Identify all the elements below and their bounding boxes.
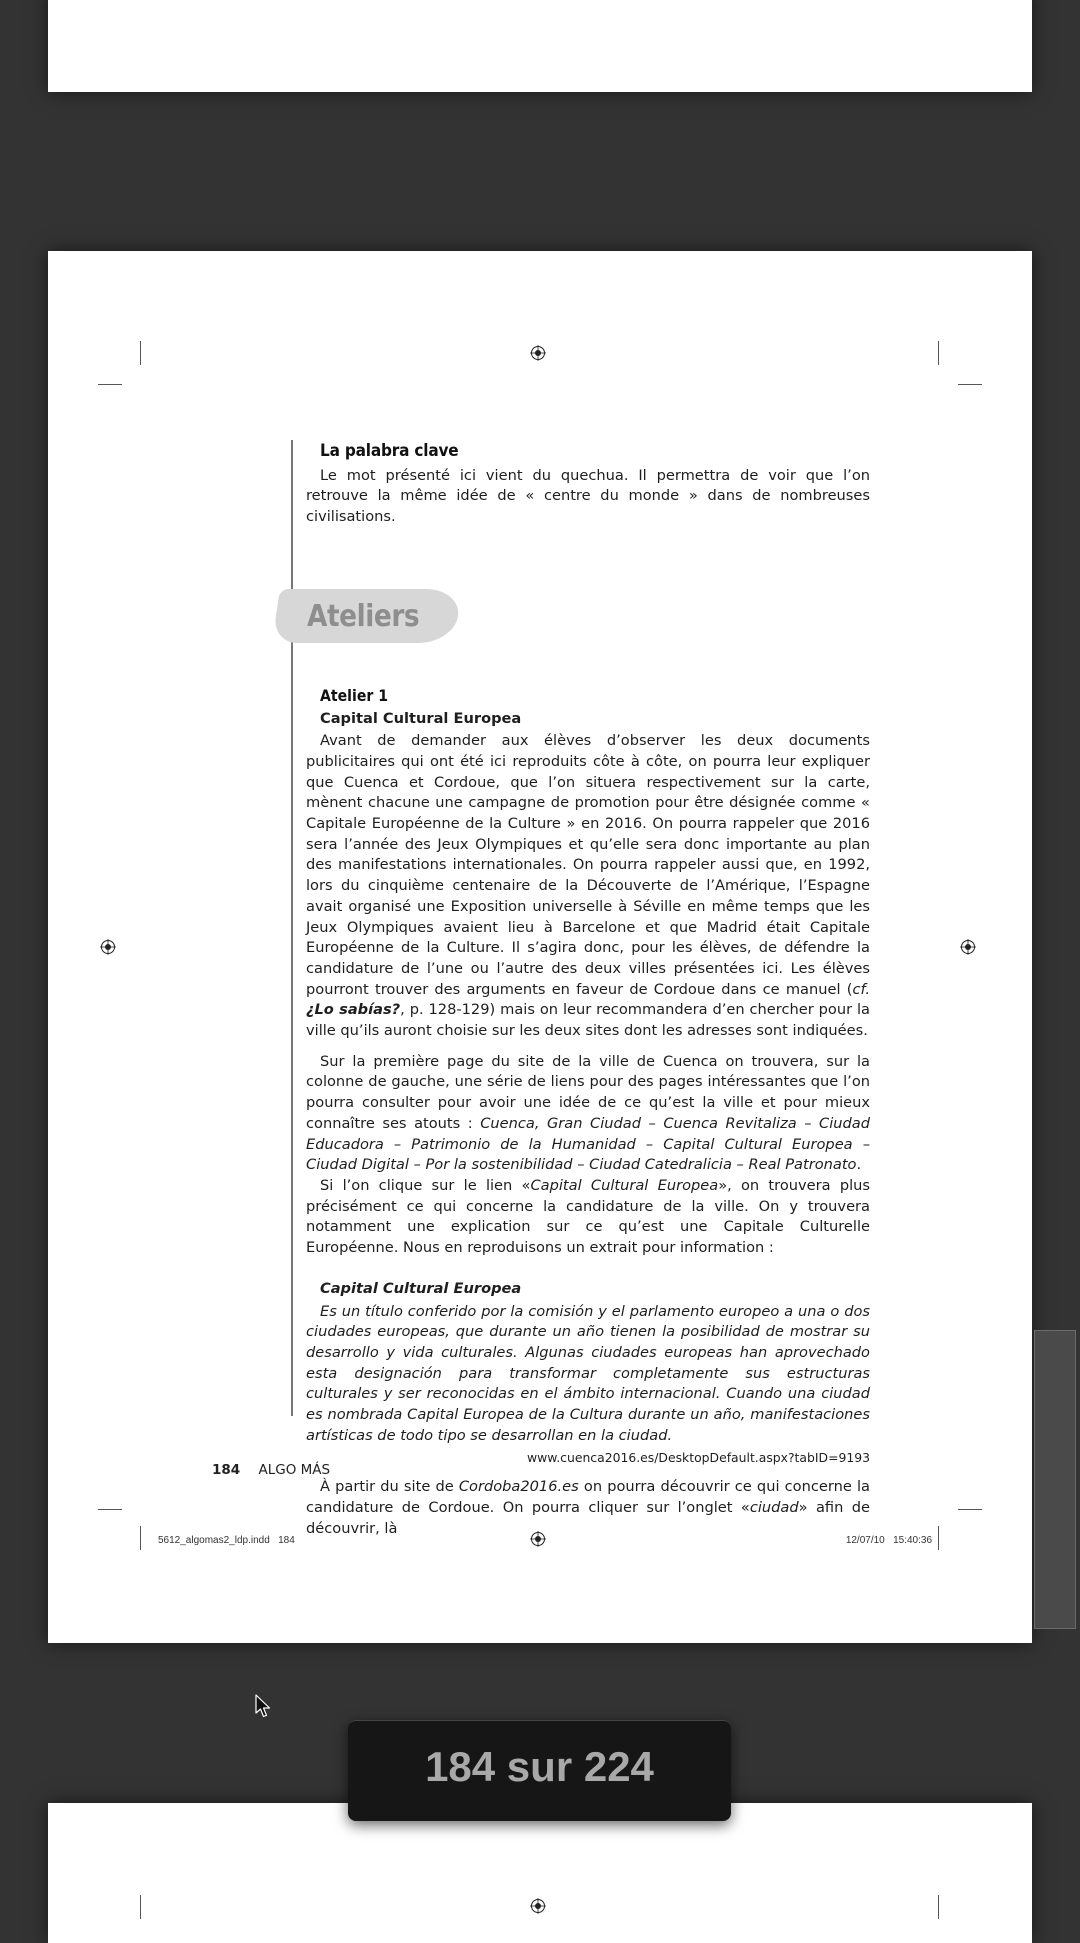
text-links: Cuenca, Gran Ciudad – Cuenca Revitaliza – Ciudad Educadora – Patrimonio de la Humanidad – Capital Cultural Europea – Ciudad Digital – Por la sostenibilidad – Ciudad Catedralicia – Real Patronato — [306, 1114, 870, 1174]
crop-mark — [938, 1895, 939, 1919]
text: » afin de découvrir, là — [306, 1498, 870, 1537]
previous-page — [48, 0, 1032, 92]
text: , p. 128-129) mais on leur recommandera d’en chercher pour la ville qu’ils auront choisie sur les deux sites dont les adresses sont indiquées. — [306, 1001, 870, 1040]
slug-date — [846, 1535, 932, 1546]
crop-mark — [140, 1895, 141, 1919]
quote-source: www.cuenca2016.es/DesktopDefault.aspx?tabID=9193 — [526, 1450, 870, 1466]
crop-mark — [958, 1509, 982, 1510]
document-page — [48, 251, 1032, 1643]
paragraph — [306, 1052, 870, 1176]
registration-mark-icon — [100, 939, 116, 955]
spacer — [306, 1259, 870, 1279]
page-indicator-overlay — [348, 1720, 731, 1821]
section-heading-palabra: La palabra clave — [320, 441, 459, 461]
registration-mark-icon — [530, 1898, 546, 1914]
text: Sur la première page du site de la ville de Cuenca on trouvera, sur la colonne de gauche, une série de liens pour des pages intéressantes que l’on pourra consulter pour avoir une idée de ce qu’est la ville et pour mieux connaître ses atouts : — [306, 1052, 870, 1132]
quote-text: Es un título conferido por la comisión y el parlamento europeo a una o dos ciudades europeas, que durante un año tienen la posibilidad de mostrar su desarrollo y vida culturales. Algunas ciudades europeas han aprovechado esta designación para transformar completamente sus estructuras culturales y ser reconocidas en el ámbito internacional. Cuando una ciudad es nombrada Capital Europea de la Cultura durante un año, manifestaciones artísticas de todo tipo se desarrollan en la ciudad. — [306, 1302, 870, 1444]
slug-file-text: 5612_algomas2_ldp.indd 184 — [158, 1535, 295, 1546]
crop-mark — [958, 384, 982, 385]
paragraph — [306, 1176, 870, 1259]
crop-mark — [938, 1526, 939, 1550]
crop-mark — [98, 384, 122, 385]
registration-mark-icon — [530, 345, 546, 361]
page-number: 184 — [212, 1462, 241, 1478]
scrollbar-thumb[interactable] — [1034, 1330, 1076, 1629]
paragraph — [306, 731, 870, 1042]
slug-file — [158, 1535, 295, 1546]
page-footer — [212, 1462, 330, 1478]
text: . — [856, 1156, 862, 1174]
text-tab: ciudad — [749, 1498, 799, 1516]
text: Si l’on clique sur le lien « — [320, 1176, 531, 1194]
text: on pourra découvrir ce qui concerne la candidature de Cordoue. On pourra cliquer sur l’onglet « — [306, 1478, 870, 1516]
next-page — [48, 1803, 1032, 1943]
text-site: Cordoba2016.es — [458, 1478, 579, 1496]
text: Avant de demander aux élèves d’observer les deux documents publicitaires qui ont été ici reproduits côte à côte, on pourra leur expliquer que Cuenca et Cordoue, que l’on situera respectivement sur la carte, mènent chacune une campagne de promotion pour être désignée comme « Capitale Européenne de la Culture » en 2016. On pourra rappeler que 2016 sera l’année des Jeux Olympiques et qu’elle sera donc importante au plan des manifestations internationales. On pourra rappeler aussi que, en 1992, lors du cinquième centenaire de la Découverte de l’Amérique, l’Espagne avait organisé une Exposition universelle à Séville en même temps que les Jeux Olympiques avaient lieu à Barcelone et que Madrid était Capitale Européenne de la Culture. Il s’agira donc, pour les élèves, de défendre la candidature de l’une ou l’autre des deux villes présentées ici. Les élèves pourront trouver des arguments en faveur de Cordoue dans ce manuel ( — [306, 732, 870, 998]
spacer — [306, 1042, 870, 1052]
text-link: Capital Cultural Europea — [530, 1176, 719, 1194]
paragraph — [306, 1477, 870, 1539]
text: », on trouvera plus précisément ce qui concerne la candidature de la ville. On y trouvera notamment une explication sur ce qu’est une Capitale Culturelle Européenne. Nous en reproduisons un extrait pour information : — [306, 1176, 870, 1257]
ateliers-label: Ateliers — [307, 599, 420, 634]
page-content — [306, 441, 870, 1539]
text-lo-sabias: ¿Lo sabías? — [306, 1001, 401, 1019]
text-cf: cf. — [852, 980, 870, 998]
crop-mark — [938, 341, 939, 365]
atelier-subheading: Capital Cultural Europea — [320, 709, 522, 727]
spacer — [306, 528, 870, 686]
book-title: ALGO MÁS — [258, 1462, 331, 1478]
slug-date-text: 12/07/10 15:40:36 — [845, 1535, 932, 1546]
mouse-cursor-icon — [255, 1694, 273, 1720]
crop-mark — [140, 341, 141, 365]
registration-mark-icon — [960, 939, 976, 955]
paragraph: Le mot présenté ici vient du quechua. Il permettra de voir que l’on retrouve la même idée de « centre du monde » dans de nombreuses civilisations. — [306, 466, 870, 526]
margin-rule — [291, 440, 293, 1416]
quote-title: Capital Cultural Europea — [320, 1279, 522, 1297]
text: À partir du site de — [320, 1478, 459, 1496]
crop-mark — [140, 1526, 141, 1550]
crop-mark — [98, 1509, 122, 1510]
page-indicator-text: 184 sur 224 — [425, 1743, 654, 1790]
atelier-heading: Atelier 1 — [320, 685, 389, 705]
